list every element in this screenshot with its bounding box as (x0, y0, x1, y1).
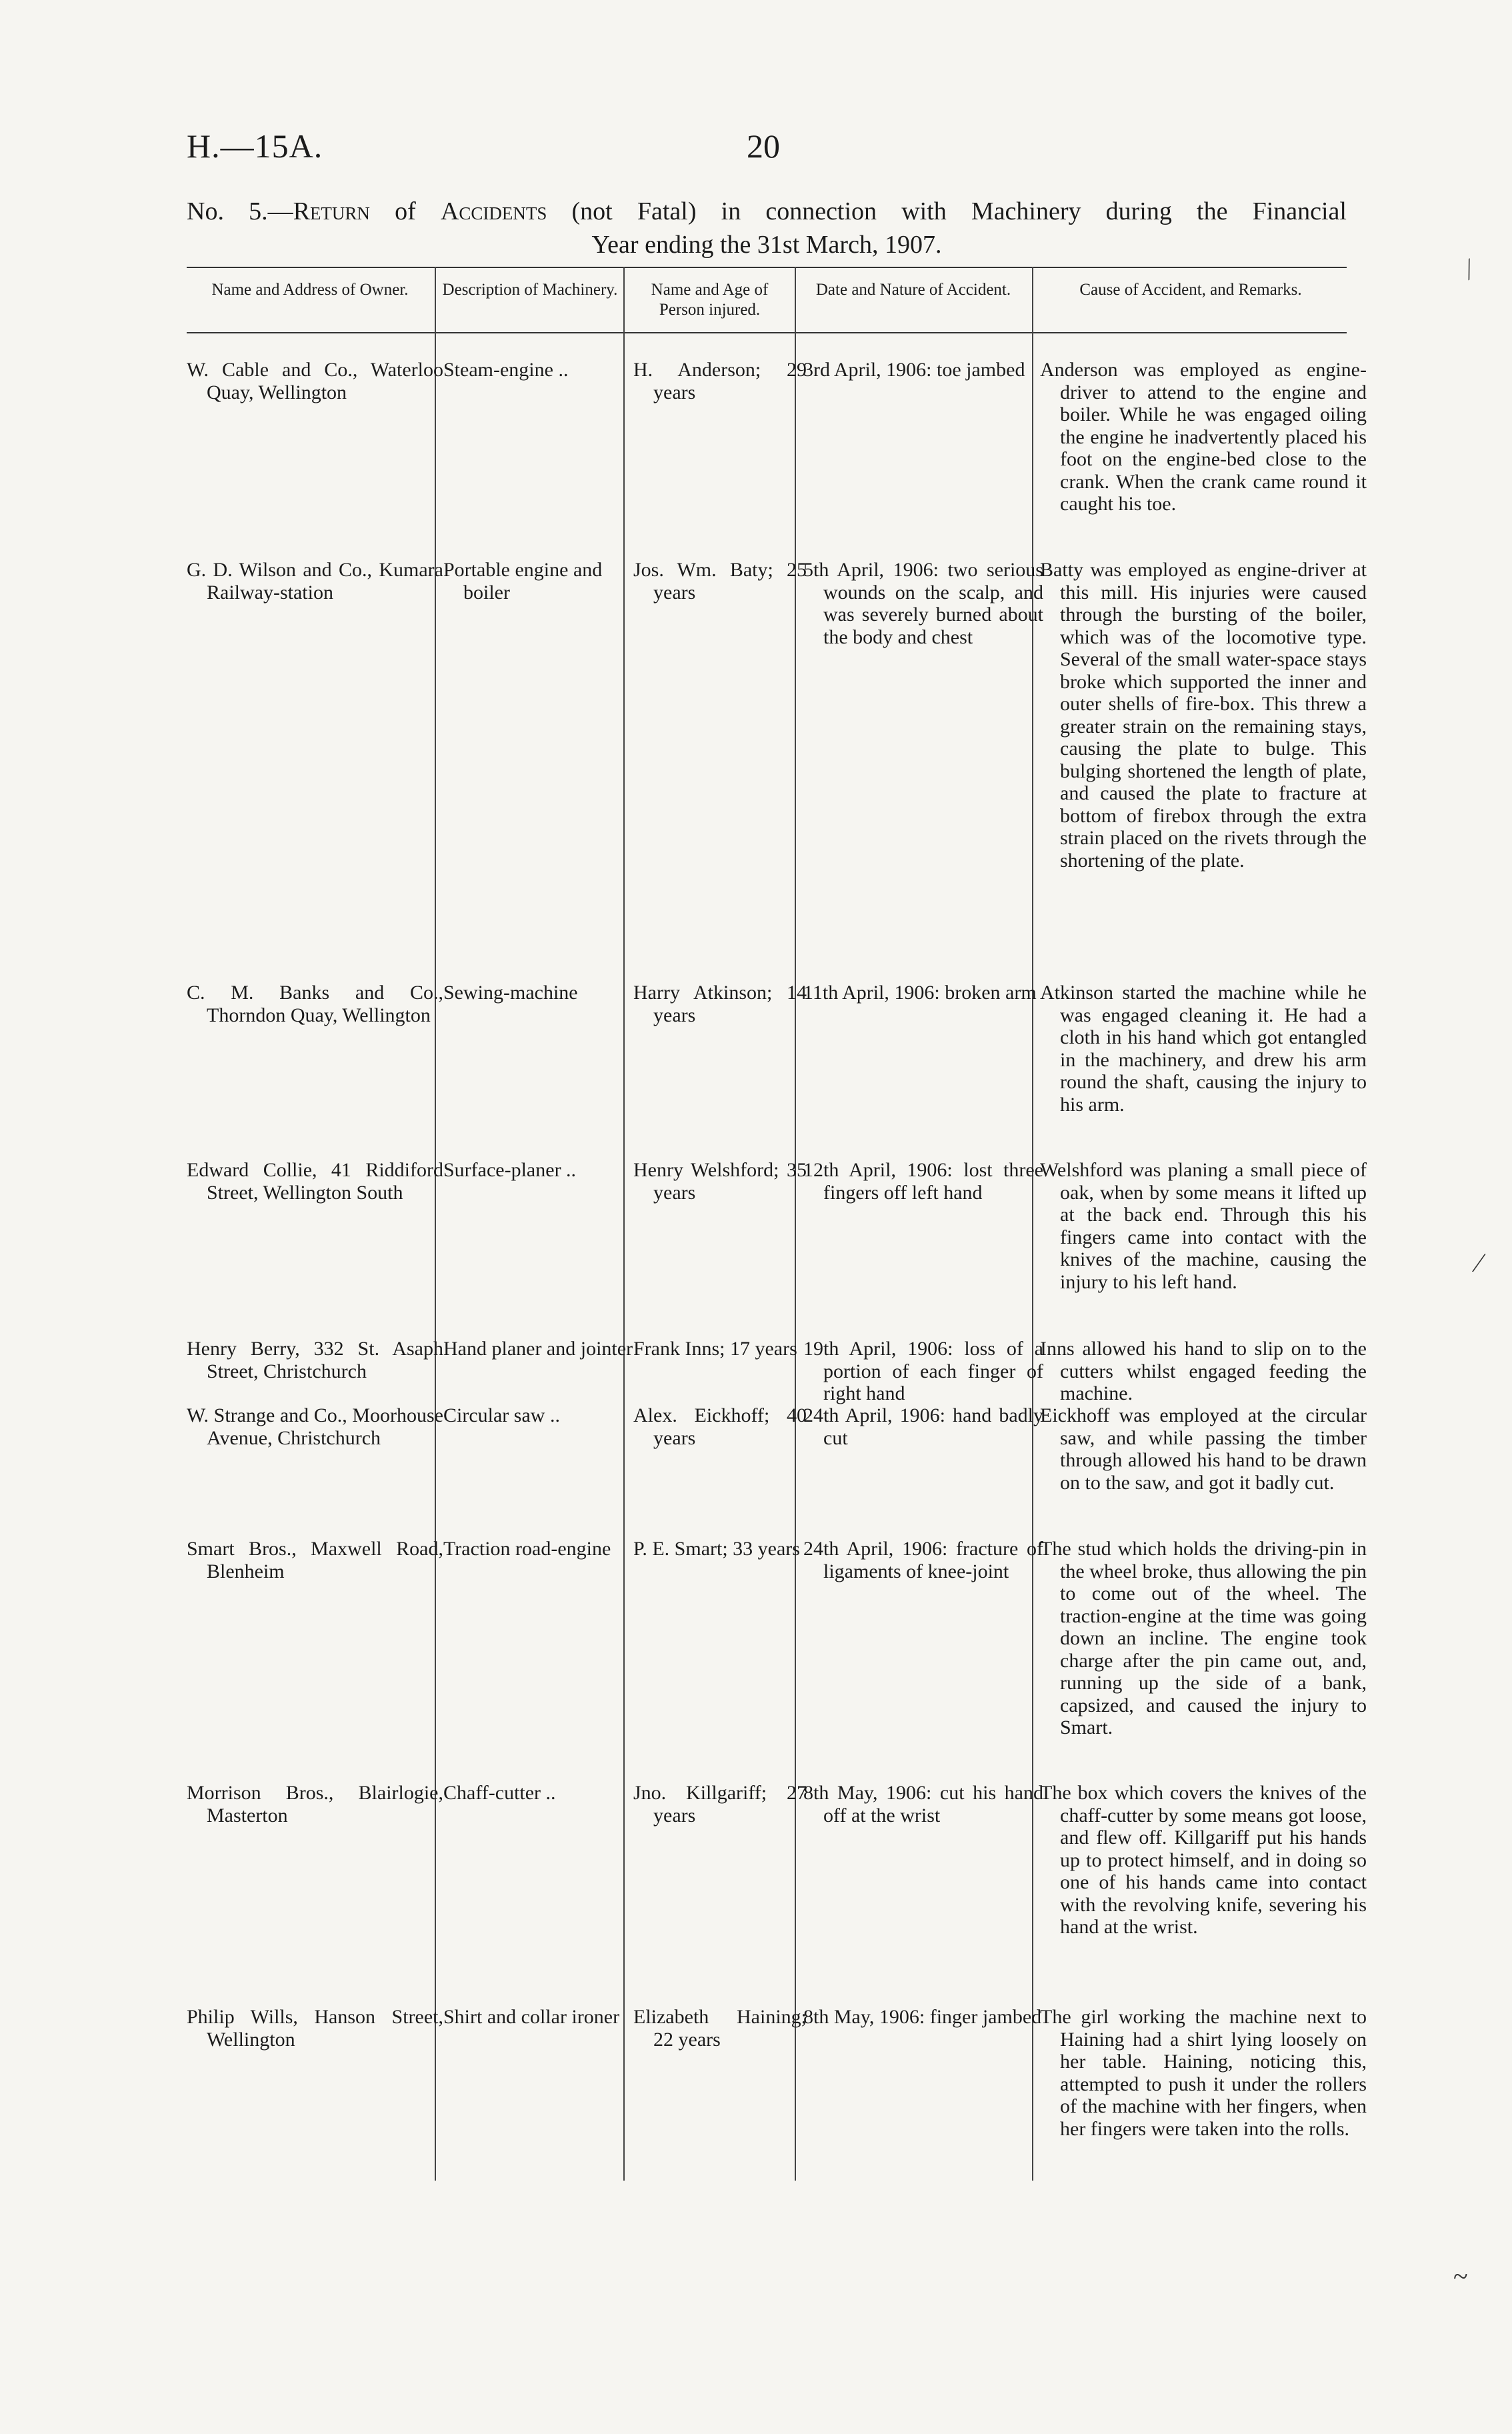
person-cell: Alex. Eickhoff; 40 years (633, 1404, 807, 1449)
accident-cell: 8th May, 1906: cut his hand off at the wrist (803, 1782, 1043, 1827)
title-rest: (not Fatal) in connection with Machinery during the Financial (547, 197, 1347, 225)
title-return: Return (293, 197, 370, 225)
title-line-2: Year ending the 31st March, 1907. (591, 231, 942, 259)
column-divider (623, 267, 625, 2181)
column-header-owner: Name and Address of Owner. (211, 281, 409, 299)
accident-cell: 24th April, 1906: fracture of ligaments of knee-joint (803, 1538, 1043, 1582)
title-accidents: Accidents (440, 197, 547, 225)
machinery-cell: Shirt and collar ironer (443, 2006, 620, 2028)
accident-cell: 12th April, 1906: lost three fingers off left hand (803, 1159, 1043, 1204)
machinery-cell: Steam-engine .. (443, 359, 569, 381)
remarks-cell: Eickhoff was employed at the circular saw, and while passing the timber through allowed his hand to be drawn on to the saw, and got it badly cut. (1040, 1404, 1367, 1494)
table-title (187, 195, 1347, 261)
title-of: of (369, 197, 441, 225)
accident-cell: 11th April, 1906: broken arm (803, 982, 1037, 1004)
remarks-cell: Anderson was employed as engine-driver to attend to the engine and boiler. While he was engaged oiling the engine he inadvertently placed his foot on the engine-bed close to the crank. When the crank came round it caught his toe. (1040, 359, 1367, 515)
person-cell: Harry Atkinson; 14 years (633, 982, 807, 1026)
machinery-cell: Surface-planer .. (443, 1159, 577, 1181)
person-cell: Henry Welshford; 35 years (633, 1159, 807, 1204)
table-top-rule (187, 267, 1347, 268)
owner-cell: Morrison Bros., Blairlogie, Masterton (187, 1782, 443, 1827)
owner-cell: W. Cable and Co., Waterloo Quay, Wellington (187, 359, 443, 403)
remarks-cell: The box which covers the knives of the chaff-cutter by some means got loose, and flew off. Killgariff put his hands up to protect himself, and in doing so one of his hands came into contact with the revolving knife, severing his hand at the wrist. (1040, 1782, 1367, 1938)
owner-cell: Henry Berry, 332 St. Asaph Street, Christchurch (187, 1338, 443, 1382)
owner-cell: Philip Wills, Hanson Street, Wellington (187, 2006, 443, 2051)
person-cell: Frank Inns; 17 years (633, 1338, 797, 1360)
accident-cell: 8th May, 1906: finger jambed (803, 2006, 1042, 2028)
column-divider (795, 267, 796, 2181)
person-cell: P. E. Smart; 33 years (633, 1538, 800, 1560)
stray-pen-mark: ⁄ (1458, 255, 1479, 283)
remarks-cell: Inns allowed his hand to slip on to the cutters whilst engaged feeding the machine. (1040, 1338, 1367, 1404)
accident-cell: 3rd April, 1906: toe jambed (803, 359, 1025, 381)
column-divider (1032, 267, 1033, 2181)
remarks-cell: The stud which holds the driving-pin in the wheel broke, thus allowing the pin to come out of the wheel. The traction-engine at the time was going down an incline. The engine took charge after the pin came out, and, running up the side of a bank, capsized, and caused the injury to Smart. (1040, 1538, 1367, 1738)
machinery-cell: Circular saw .. (443, 1404, 560, 1426)
machinery-cell: Portable engine and boiler (443, 559, 603, 603)
page-number: 20 (747, 127, 780, 165)
remarks-cell: Atkinson started the machine while he was engaged cleaning it. He had a cloth in his hand which got entangled in the machinery, and drew his arm round the shaft, causing the injury to his arm. (1040, 982, 1367, 1116)
person-cell: Jos. Wm. Baty; 25 years (633, 559, 807, 603)
owner-cell: G. D. Wilson and Co., Kumara Railway-station (187, 559, 443, 603)
machinery-cell: Sewing-machine (443, 982, 578, 1004)
machinery-cell: Traction road-engine (443, 1538, 611, 1560)
title-line-1 (187, 195, 1347, 228)
stray-pen-mark: ~ (1453, 2261, 1468, 2291)
machinery-cell: Chaff-cutter .. (443, 1782, 556, 1804)
accident-cell: 19th April, 1906: loss of a portion of each finger of right hand (803, 1338, 1043, 1404)
title-number: No. 5.— (187, 197, 293, 225)
document-reference: H.—15A. (187, 127, 323, 165)
remarks-cell: The girl working the machine next to Haining had a shirt lying loosely on her table. Haining, noticing this, attempted to push it under the rollers of the machine with her fingers, when her fingers were taken into the rolls. (1040, 2006, 1367, 2140)
owner-cell: W. Strange and Co., Moorhouse Avenue, Christchurch (187, 1404, 443, 1449)
machinery-cell: Hand planer and jointer (443, 1338, 633, 1360)
remarks-cell: Welshford was planing a small piece of oak, when by some means it lifted up at the back end. Through this his fingers came into contact with the knives of the machine, causing the injury to his left hand. (1040, 1159, 1367, 1293)
stray-pen-mark: ⁄ (1477, 1248, 1481, 1278)
owner-cell: C. M. Banks and Co., Thorndon Quay, Wellington (187, 982, 443, 1026)
owner-cell: Edward Collie, 41 Riddiford Street, Wellington South (187, 1159, 443, 1204)
column-header-machinery: Description of Machinery. (442, 281, 618, 299)
column-divider (435, 267, 436, 2181)
column-header-accident: Date and Nature of Accident. (815, 281, 1011, 299)
accident-cell: 24th April, 1906: hand badly cut (803, 1404, 1043, 1449)
person-cell: H. Anderson; 29 years (633, 359, 807, 403)
table-header-rule (187, 332, 1347, 333)
person-cell: Jno. Killgariff; 27 years (633, 1782, 807, 1827)
column-header-remarks: Cause of Accident, and Remarks. (1079, 281, 1302, 299)
page-header (187, 127, 1347, 187)
accident-cell: 5th April, 1906: two serious wounds on the scalp, and was severely burned about the body and chest (803, 559, 1043, 648)
owner-cell: Smart Bros., Maxwell Road, Blenheim (187, 1538, 443, 1582)
remarks-cell: Batty was employed as engine-driver at this mill. His injuries were caused through the bursting of the boiler, which was of the locomotive type. Several of the small water-space stays broke which supported the inner and outer shells of fire-box. This threw a greater strain on the remaining stays, causing the plate to bulge. This bulging shortened the length of plate, and caused the plate to fracture at bottom of firebox through the extra strain placed on the rivets through the shortening of the plate. (1040, 559, 1367, 872)
column-header-person: Name and Age of Person injured. (651, 281, 769, 319)
person-cell: Elizabeth Haining; 22 years (633, 2006, 807, 2051)
